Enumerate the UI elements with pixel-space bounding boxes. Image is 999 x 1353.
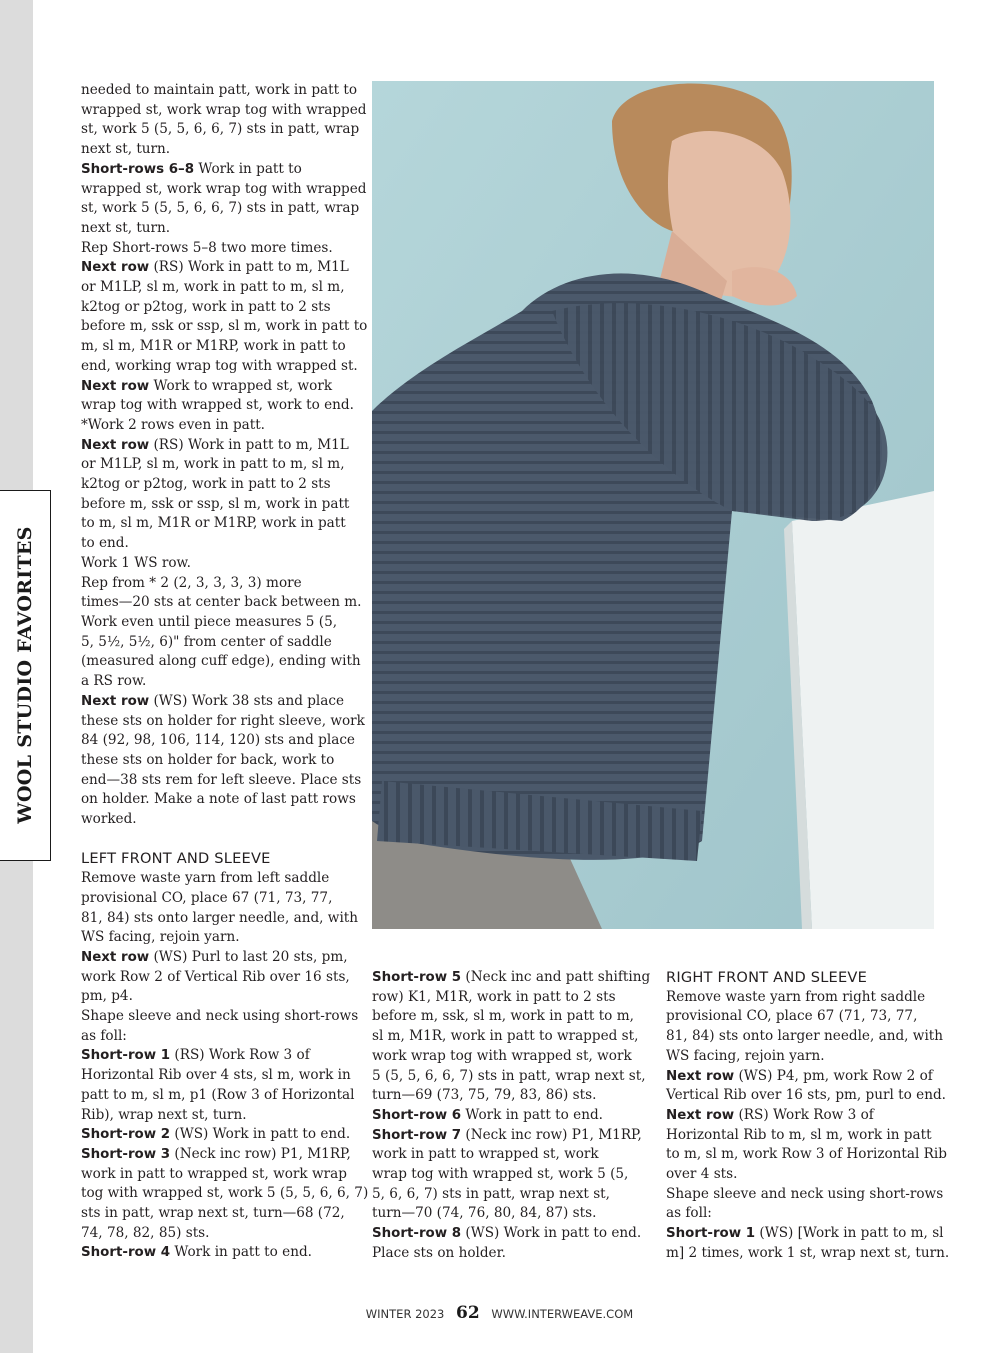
text-column-left — [81, 81, 369, 1263]
pillar — [792, 491, 934, 929]
instruction-short-row-7: Short-row 7 (Neck inc row) P1, M1RP, work in patt to wrapped st, work wrap tog with wrapped st, work 5 (5, 5, 6, 6, 7) sts in patt, wrap next st, turn—70 (74, 76, 80, 84, 87) sts. — [372, 1126, 642, 1222]
instruction-next-row: Next row (WS) P4, pm, work Row 2 of Vertical Rib over 16 sts, pm, purl to end. — [666, 1067, 946, 1104]
spacer — [81, 830, 361, 850]
instruction-short-row-6: Short-row 6 Work in patt to end. — [372, 1106, 603, 1123]
instruction-next-row: Next row (RS) Work Row 3 of Horizontal Rib to m, sl m, work in patt to m, sl m, work Row 3 of Horizontal Rib over 4 sts. — [666, 1106, 947, 1183]
paragraph: Remove waste yarn from left saddle provisional CO, place 67 (71, 73, 77, 81, 84) sts onto larger needle, and, with WS facing, rejoin yarn. — [81, 870, 359, 946]
paragraph: *Work 2 rows even in patt. — [81, 416, 265, 433]
instruction-short-row-3: Short-row 3 (Neck inc row) P1, M1RP, work in patt to wrapped st, work wrap tog with wrapped st, work 5 (5, 5, 6, 6, 7) sts in patt, wrap next st, turn—68 (72, 74, 78, 82, 85) sts. — [81, 1145, 369, 1241]
instruction-short-row-2: Short-row 2 (WS) Work in patt to end. — [81, 1126, 351, 1143]
row-label: Short-row 7 — [372, 1127, 462, 1143]
paragraph: Rep Short-rows 5–8 two more times. — [81, 239, 333, 256]
instruction-short-row-1: Short-row 1 (WS) [Work in patt to m, sl m] 2 times, work 1 st, wrap next st, turn. — [666, 1225, 950, 1261]
paragraph: Shape sleeve and neck using short-rows as foll: — [666, 1185, 944, 1222]
row-label: Short-row 2 — [81, 1127, 171, 1143]
paragraph: Rep from * 2 (2, 3, 3, 3, 3) more times—20 sts at center back between m. Work even until piece measures 5 (5, 5, 5½, 5½, 6)" from center of saddle (measured along cuff edge), ending with a RS row. — [81, 574, 362, 690]
instruction-short-row-8: Short-row 8 (WS) Work in patt to end. Place sts on holder. — [372, 1225, 642, 1261]
row-label: Next row — [666, 1068, 735, 1084]
row-label: Next row — [81, 949, 150, 965]
footer-season: WINTER 2023 — [365, 1307, 445, 1321]
model-photo — [372, 81, 934, 929]
instruction-short-row-5: Short-row 5 (Neck inc and patt shifting row) K1, M1R, work in patt to 2 sts before m, ssk, sl m, work in patt to m, sl m, M1R, work in patt to wrapped st, work wrap tog with wrapped st, work 5 (5, 5, 6, 6, 7) sts in patt, wrap next st, turn—69 (73, 75, 79, 83, 86) sts. — [372, 969, 651, 1104]
section-heading: LEFT FRONT AND SLEEVE — [81, 850, 271, 868]
footer-website: WWW.INTERWEAVE.COM — [491, 1307, 634, 1321]
instruction-short-rows-6-8: Short-rows 6–8 Work in patt to wrapped st, work wrap tog with wrapped st, work 5 (5, 5, 6, 6, 7) sts in patt, wrap next st, turn. — [81, 160, 367, 236]
row-label: Next row — [81, 437, 150, 453]
text-column-middle — [372, 968, 652, 1264]
instruction-next-row: Next row (WS) Work 38 sts and place these sts on holder for right sleeve, work 84 (92, 98, 106, 114, 120) sts and place these sts on holder for back, work to end—38 sts rem for left sleeve. Place sts on holder. Make a note of last patt rows worked. — [81, 692, 365, 828]
row-label: Short-row 6 — [372, 1107, 462, 1123]
paragraph: Work 1 WS row. — [81, 554, 191, 571]
instruction-next-row: Next row Work to wrapped st, work wrap tog with wrapped st, work to end. — [81, 377, 354, 414]
text-column-right — [666, 968, 950, 1264]
row-label: Next row — [81, 378, 150, 394]
row-label: Short-row 5 — [372, 970, 462, 985]
instruction-next-row: Next row (RS) Work in patt to m, M1L or M1LP, sl m, work in patt to m, sl m, k2tog or p2tog, work in patt to 2 sts before m, ssk or ssp, sl m, work in patt to m, sl m, M1R or M1RP, work in patt to end. — [81, 436, 350, 552]
instruction-short-row-1: Short-row 1 (RS) Work Row 3 of Horizontal Rib over 4 sts, sl m, work in patt to m, sl m, p1 (Row 3 of Horizontal Rib), wrap next st, turn. — [81, 1047, 355, 1123]
instruction-next-row: Next row (WS) Purl to last 20 sts, pm, work Row 2 of Vertical Rib over 16 sts, pm, p4. — [81, 948, 350, 1005]
page-footer — [0, 1303, 999, 1323]
row-label: Short-rows 6–8 — [81, 161, 195, 177]
row-label: Next row — [666, 1107, 735, 1123]
row-label: Short-row 1 — [666, 1226, 756, 1242]
page-number: 62 — [456, 1303, 480, 1323]
section-tab-label: WOOL STUDIO FAVORITES — [14, 526, 36, 824]
row-label: Short-row 1 — [81, 1048, 171, 1064]
row-label: Next row — [81, 693, 150, 709]
row-label: Short-row 3 — [81, 1146, 171, 1162]
row-label: Next row — [81, 260, 150, 276]
paragraph: Remove waste yarn from right saddle provisional CO, place 67 (71, 73, 77, 81, 84) sts onto larger needle, and, with WS facing, rejoin yarn. — [666, 988, 944, 1064]
paragraph: needed to maintain patt, work in patt to wrapped st, work wrap tog with wrapped st, work 5 (5, 5, 6, 6, 7) sts in patt, wrap next st, turn. — [81, 82, 367, 158]
instruction-next-row: Next row (RS) Work in patt to m, M1L or M1LP, sl m, work in patt to m, sl m, k2tog or p2tog, work in patt to 2 sts before m, ssk or ssp, sl m, work in patt to m, sl m, M1R or M1RP, work in patt to end, working wrap tog with wrapped st. — [81, 259, 368, 374]
paragraph: Shape sleeve and neck using short-rows as foll: — [81, 1008, 359, 1044]
row-label: Short-row 8 — [372, 1226, 462, 1242]
instruction-short-row-4: Short-row 4 Work in patt to end. — [81, 1244, 312, 1261]
row-label: Short-row 4 — [81, 1245, 171, 1261]
section-heading: RIGHT FRONT AND SLEEVE — [666, 969, 867, 986]
